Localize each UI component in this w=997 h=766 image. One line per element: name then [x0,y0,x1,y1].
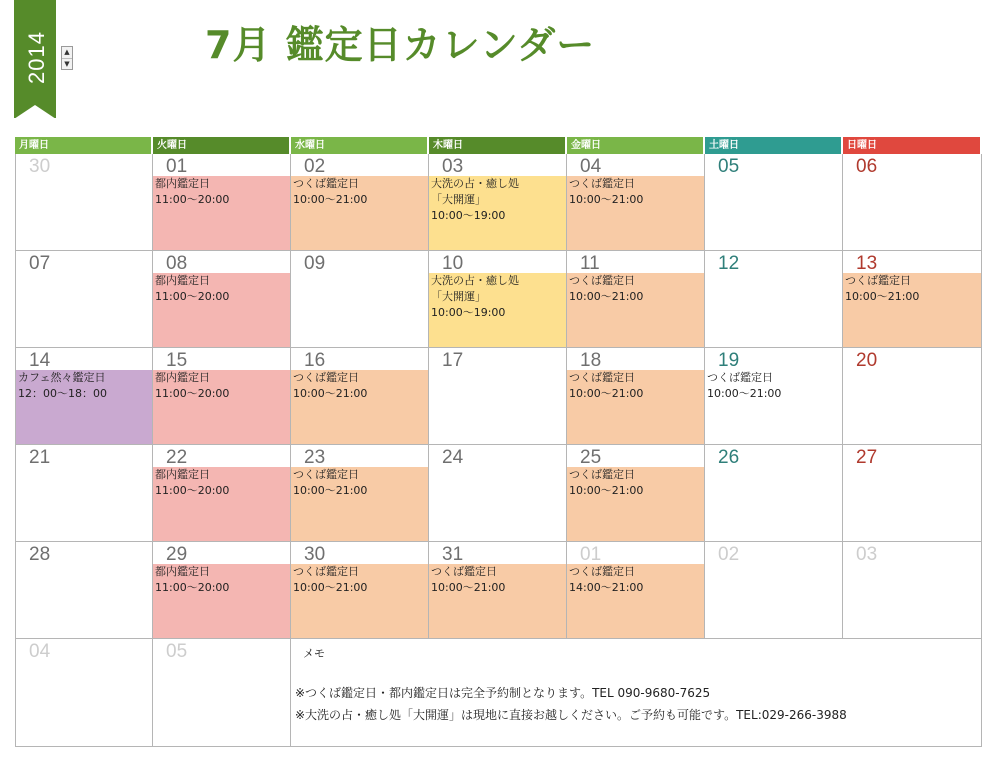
day-cell[interactable] [705,251,843,348]
event-block[interactable] [291,370,428,444]
event-text: つくば鑑定日 [293,565,359,578]
day-cell[interactable] [291,542,429,639]
day-number: 11 [580,253,600,274]
day-cell[interactable] [153,251,291,348]
event-text: 10:00〜21:00 [569,484,644,497]
event-block[interactable] [705,370,842,444]
event-text: 10:00〜21:00 [845,290,920,303]
day-cell[interactable] [15,348,153,445]
event-text: つくば鑑定日 [569,468,635,481]
event-block[interactable] [153,564,290,638]
event-block[interactable] [567,176,704,250]
event-block[interactable] [153,273,290,347]
day-number: 26 [718,447,740,468]
day-number: 23 [304,447,326,468]
day-number: 27 [856,447,878,468]
calendar-grid [15,137,982,750]
day-number: 08 [166,253,188,274]
day-cell[interactable] [153,542,291,639]
day-cell[interactable] [843,445,982,542]
weekday-header-3: 木曜日 [429,137,565,154]
event-text: 10:00〜19:00 [431,306,506,319]
day-cell[interactable] [291,445,429,542]
event-text: つくば鑑定日 [707,371,773,384]
day-cell[interactable] [429,348,567,445]
day-cell[interactable] [153,445,291,542]
event-text: 10:00〜21:00 [569,193,644,206]
year-ribbon [14,0,56,118]
event-text: 10:00〜21:00 [293,581,368,594]
day-number: 17 [442,350,464,371]
spinner-up-icon[interactable]: ▲ [64,48,70,56]
day-number: 25 [580,447,602,468]
memo-note: ※つくば鑑定日・都内鑑定日は完全予約制となります。TEL 090-9680-7625 [295,686,711,700]
day-cell[interactable] [15,639,153,747]
memo-label: メモ [303,647,325,660]
event-text: つくば鑑定日 [569,274,635,287]
day-number: 14 [29,350,51,371]
event-text: 「大開運」 [431,290,486,303]
event-text: 10:00〜21:00 [293,387,368,400]
event-block[interactable] [291,176,428,250]
day-number: 04 [29,641,51,662]
day-number: 10 [442,253,464,274]
event-text: 10:00〜19:00 [431,209,506,222]
day-number: 19 [718,350,740,371]
day-number: 30 [304,544,326,565]
day-number: 18 [580,350,602,371]
day-cell[interactable] [291,348,429,445]
day-cell[interactable] [291,251,429,348]
day-number: 05 [718,156,740,177]
day-cell[interactable] [843,251,982,348]
day-number: 24 [442,447,464,468]
day-cell[interactable] [153,348,291,445]
day-cell[interactable] [15,542,153,639]
event-text: つくば鑑定日 [293,177,359,190]
day-cell[interactable] [567,154,705,251]
ribbon-notch [14,105,56,119]
event-text: 都内鑑定日 [155,565,210,578]
day-number: 02 [718,544,740,565]
day-number: 05 [166,641,188,662]
day-cell[interactable] [429,251,567,348]
event-text: カフェ然々鑑定日 [18,371,106,384]
day-number: 20 [856,350,878,371]
event-block[interactable] [16,370,152,444]
event-block[interactable] [429,176,566,250]
event-block[interactable] [843,273,981,347]
day-cell[interactable] [15,445,153,542]
day-number: 15 [166,350,188,371]
day-cell[interactable] [153,154,291,251]
day-cell[interactable] [567,251,705,348]
event-text: 11:00〜20:00 [155,484,230,497]
year-label: 2014 [24,31,49,85]
day-number: 06 [856,156,878,177]
day-number: 07 [29,253,51,274]
event-block[interactable] [153,176,290,250]
day-number: 16 [304,350,326,371]
day-cell[interactable] [843,542,982,639]
event-block[interactable] [153,467,290,541]
day-number: 13 [856,253,878,274]
event-text: つくば鑑定日 [569,177,635,190]
page-title: 7月 鑑定日カレンダー [205,23,596,67]
day-cell[interactable] [705,445,843,542]
day-number: 30 [29,156,51,177]
event-text: 10:00〜21:00 [707,387,782,400]
day-cell[interactable] [705,348,843,445]
event-text: つくば鑑定日 [431,565,497,578]
day-number: 21 [29,447,51,468]
event-text: つくば鑑定日 [293,468,359,481]
event-text: 10:00〜21:00 [569,290,644,303]
weekday-header-4: 金曜日 [567,137,703,154]
event-text: 10:00〜21:00 [569,387,644,400]
event-text: 12：00〜18：00 [18,387,107,400]
year-spinner[interactable] [61,46,73,70]
event-block[interactable] [429,564,566,638]
event-text: 大洗の占・癒し処 [431,274,519,287]
event-text: つくば鑑定日 [569,371,635,384]
day-number: 02 [304,156,326,177]
day-number: 28 [29,544,51,565]
day-number: 04 [580,156,602,177]
weekday-header-2: 水曜日 [291,137,427,154]
event-text: 14:00〜21:00 [569,581,644,594]
event-text: つくば鑑定日 [845,274,911,287]
event-text: 10:00〜21:00 [293,484,368,497]
event-text: つくば鑑定日 [569,565,635,578]
day-cell[interactable] [15,154,153,251]
day-cell[interactable] [567,445,705,542]
event-block[interactable] [291,467,428,541]
event-block[interactable] [567,370,704,444]
event-text: 大洗の占・癒し処 [431,177,519,190]
spinner-down-icon[interactable]: ▼ [62,58,72,70]
weekday-header-5: 土曜日 [705,137,841,154]
day-cell[interactable] [291,154,429,251]
day-number: 31 [442,544,464,565]
day-number: 03 [442,156,464,177]
day-cell[interactable] [15,251,153,348]
day-number: 03 [856,544,878,565]
memo-box[interactable] [291,639,982,747]
event-text: 11:00〜20:00 [155,387,230,400]
day-cell[interactable] [429,154,567,251]
day-cell[interactable] [705,154,843,251]
day-number: 01 [580,544,602,565]
event-block[interactable] [153,370,290,444]
memo-note: ※大洗の占・癒し処「大開運」は現地に直接お越しください。ご予約も可能です。TEL:029-266-3988 [295,708,847,722]
day-cell[interactable] [567,542,705,639]
day-cell[interactable] [429,445,567,542]
event-text: 11:00〜20:00 [155,193,230,206]
day-cell[interactable] [429,542,567,639]
event-block[interactable] [291,564,428,638]
weekday-header-0: 月曜日 [15,137,151,154]
day-number: 29 [166,544,188,565]
event-block[interactable] [567,273,704,347]
event-text: 都内鑑定日 [155,274,210,287]
day-cell[interactable] [153,639,291,747]
event-text: 10:00〜21:00 [293,193,368,206]
event-block[interactable] [567,564,704,638]
weekday-header-6: 日曜日 [843,137,980,154]
event-text: 11:00〜20:00 [155,581,230,594]
event-text: つくば鑑定日 [293,371,359,384]
event-text: 10:00〜21:00 [431,581,506,594]
day-cell[interactable] [567,348,705,445]
event-block[interactable] [567,467,704,541]
day-cell[interactable] [843,348,982,445]
event-text: 都内鑑定日 [155,468,210,481]
weekday-header-1: 火曜日 [153,137,289,154]
day-cell[interactable] [843,154,982,251]
event-text: 「大開運」 [431,193,486,206]
event-text: 11:00〜20:00 [155,290,230,303]
day-number: 09 [304,253,326,274]
day-number: 22 [166,447,188,468]
event-block[interactable] [429,273,566,347]
day-number: 01 [166,156,188,177]
event-text: 都内鑑定日 [155,371,210,384]
day-cell[interactable] [705,542,843,639]
event-text: 都内鑑定日 [155,177,210,190]
day-number: 12 [718,253,740,274]
